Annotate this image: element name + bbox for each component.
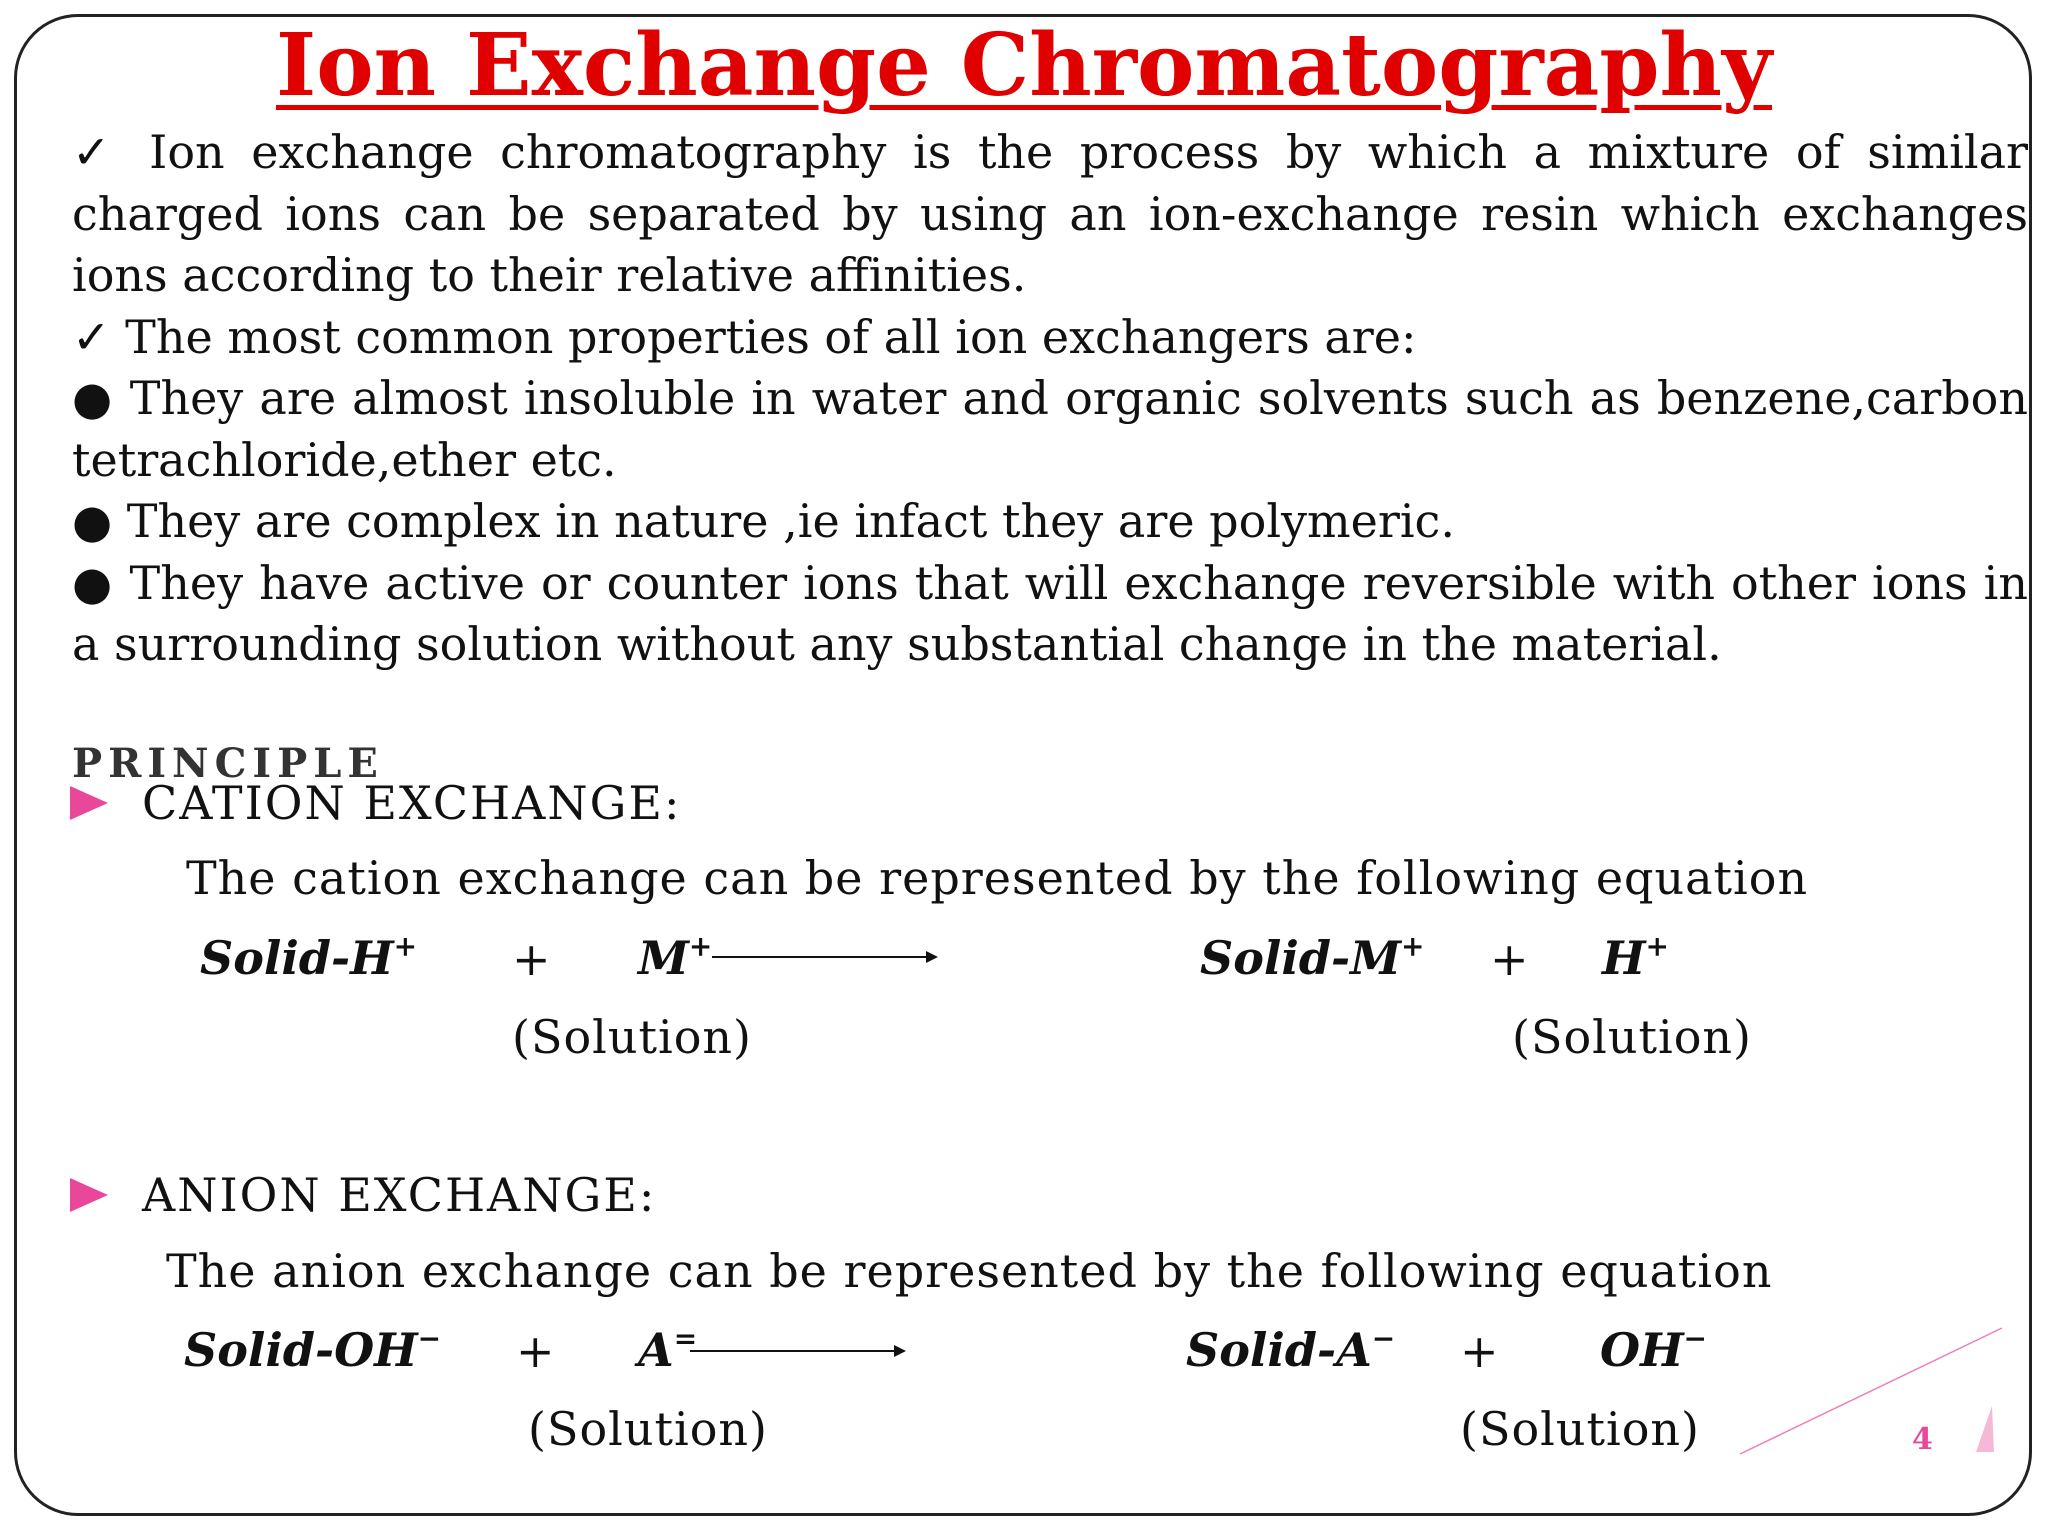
slide-title: [0, 14, 2048, 117]
cation-intro: The cation exchange can be represented by the following equation: [186, 851, 1809, 905]
paragraph-insoluble: ● They are almost insoluble in water and organic solvents such as benzene,carbon tetrachloride,ether etc.: [72, 371, 2028, 487]
paragraph-properties-intro: ✓ The most common properties of all ion exchangers are:: [72, 309, 1417, 364]
anion-product-hydroxide-text: OH: [1600, 1323, 1684, 1377]
triangle-bullet-icon: [70, 786, 108, 820]
anion-product-hydroxide-charge: −: [1683, 1322, 1708, 1355]
anion-reactant-anion-text: A: [638, 1323, 674, 1377]
cation-reactant-metal-charge: +: [688, 930, 713, 963]
anion-reactant-anion: [638, 1322, 697, 1377]
cation-reactant-metal-text: M: [638, 931, 689, 985]
anion-reactant-solid-text: Solid-OH: [184, 1323, 418, 1377]
cation-product-hydrogen-text: H: [1602, 931, 1646, 985]
anion-plus-1: +: [516, 1324, 555, 1378]
anion-solution-left: (Solution): [528, 1402, 768, 1456]
triangle-bullet-icon: [70, 1178, 108, 1212]
decorative-corner-lines-icon: [1740, 1324, 2010, 1456]
anion-intro: The anion exchange can be represented by the following equation: [166, 1244, 1773, 1298]
anion-product-solid-text: Solid-A: [1186, 1323, 1372, 1377]
cation-solution-left: (Solution): [512, 1010, 752, 1064]
cation-heading-text: CATION EXCHANGE:: [142, 776, 682, 830]
anion-product-solid: [1186, 1322, 1395, 1377]
anion-reactant-solid: [184, 1322, 441, 1377]
slide-body: [72, 122, 2028, 676]
cation-product-hydrogen-charge: +: [1645, 930, 1669, 963]
anion-plus-2: +: [1460, 1324, 1499, 1378]
anion-solution-right: (Solution): [1460, 1402, 1700, 1456]
cation-reactant-metal: [638, 930, 712, 985]
anion-reaction-arrow-icon: [690, 1350, 902, 1352]
cation-solution-right: (Solution): [1512, 1010, 1752, 1064]
cation-plus-2: +: [1490, 932, 1529, 986]
cation-product-solid-charge: +: [1401, 930, 1425, 963]
cation-plus-1: +: [512, 932, 551, 986]
anion-heading-text: ANION EXCHANGE:: [142, 1168, 657, 1222]
clipped-heading: PRINCIPLE: [72, 740, 384, 787]
cation-product-hydrogen: [1602, 930, 1669, 985]
anion-reactant-anion-charge: =: [673, 1322, 698, 1355]
cation-product-solid: [1200, 930, 1425, 985]
cation-heading: [70, 776, 681, 830]
anion-product-solid-charge: −: [1371, 1322, 1396, 1355]
paragraph-definition: ✓ Ion exchange chromatography is the process by which a mixture of similar charged ions can be separated by using an ion-exchange resin which exchanges ions according to their relative affinities.: [72, 125, 2028, 302]
slide-title-text: Ion Exchange Chromatography: [275, 15, 1773, 116]
anion-heading: [70, 1168, 656, 1222]
cation-reactant-solid: [200, 930, 417, 985]
paragraph-counter-ions: ● They have active or counter ions that will exchange reversible with other ions in a surrounding solution without any substantial change in the material.: [72, 555, 2028, 671]
cation-reaction-arrow-icon: [712, 956, 934, 958]
anion-product-hydroxide: [1600, 1322, 1707, 1377]
page-number: 4: [1912, 1422, 1933, 1457]
cation-product-solid-text: Solid-M: [1200, 931, 1402, 985]
cation-reactant-solid-charge: +: [393, 930, 418, 963]
cation-reactant-solid-text: Solid-H: [200, 931, 394, 985]
anion-reactant-solid-charge: −: [417, 1322, 442, 1355]
paragraph-polymeric: ● They are complex in nature ,ie infact they are polymeric.: [72, 494, 1455, 548]
